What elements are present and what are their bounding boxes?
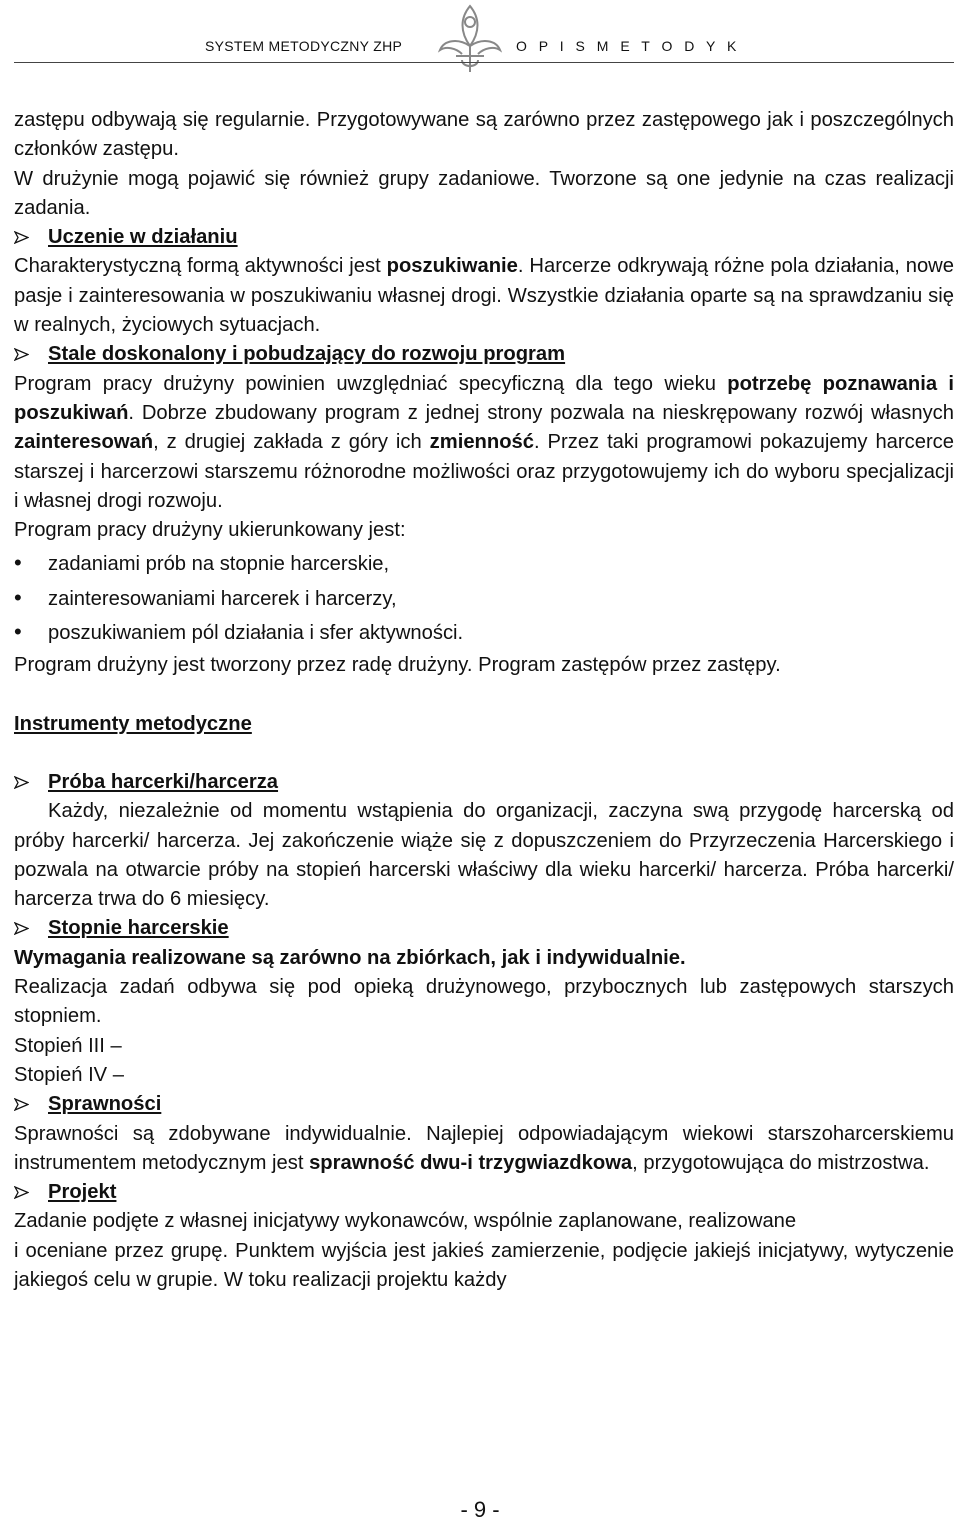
paragraph-program-closing: Program drużyny jest tworzony przez radę drużyny. Program zastępów przez zastępy. [14,654,781,677]
list-item [14,617,954,648]
bold-span: zmienność [429,431,535,454]
header-left-title: SYSTEM METODYCZNY ZHP [205,38,403,54]
stopien-3-line: Stopień III – [14,1034,122,1057]
header-rule [14,62,954,63]
paragraph-intro-2: W drużynie mogą pojawić się również grupy zadaniowe. Tworzone są one jedynie na czas realizacji zadania. [14,167,954,219]
heading-uczenie-label: Uczenie w działaniu [48,226,238,249]
heading-projekt-label: Projekt [48,1181,117,1204]
header-right-title: O P I S M E T O D Y K [516,38,741,54]
arrow-bullet-icon [14,768,48,797]
text-span: Sprawności są zdobywane indywidualnie. Najlepiej odpowiadającym wiekowi starszoharcerskiemu instrumentem metodycznym jest [14,1122,954,1174]
paragraph-uczenie [14,252,954,340]
page-number: - 9 - [460,1497,500,1522]
paragraph-sprawnosci [14,1120,954,1179]
list-item [14,583,954,614]
arrow-bullet-icon [14,914,48,943]
stopien-4-line: Stopień IV – [14,1063,124,1086]
paragraph-program [14,370,954,516]
paragraph-projekt-1: Zadanie podjęte z własnej inicjatywy wykonawców, wspólnie zaplanowane, realizowane [14,1210,797,1233]
list-item-text: poszukiwaniem pól działania i sfer aktywności. [48,622,464,645]
paragraph-projekt-2: i oceniane przez grupę. Punktem wyjścia jest jakieś zamierzenie, podjęcie jakiejś inicjatywy, wytyczenie jakiegoś celu w grupie. W toku realizacji projektu każdy [14,1239,954,1291]
arrow-bullet-icon [14,340,48,369]
heading-proba-label: Próba harcerki/harcerza [48,770,279,793]
list-item-text: zainteresowaniami harcerek i harcerzy, [48,587,397,610]
heading-sprawnosci-label: Sprawności [48,1093,162,1116]
list-item [14,548,954,579]
heading-program [14,340,954,369]
page-header [0,0,960,92]
bold-span: potrzebę poznawania i poszukiwań [14,372,954,424]
text-span: , z drugiej zakłada z góry ich [153,431,430,454]
heading-uczenie [14,223,954,252]
zhp-lily-logo-icon [430,2,510,76]
heading-program-label: Stale doskonalony i pobudzający do rozwoju program [48,343,566,366]
heading-proba [14,768,954,797]
bold-span: poszukiwanie [386,255,518,278]
paragraph-stopnie: Realizacja zadań odbywa się pod opieką drużynowego, przybocznych lub zastępowych starszych stopniem. [14,976,954,1028]
bold-span: zainteresowań [14,431,154,454]
heading-sprawnosci [14,1090,954,1119]
text-span: Program pracy drużyny powinien uwzględniać specyficzną dla tego wieku [14,372,728,395]
paragraph-stopnie-bold: Wymagania realizowane są zarówno na zbiórkach, jak i indywidualnie. [14,946,686,969]
bullet-dot-icon: • [14,619,22,645]
heading-stopnie [14,914,954,943]
text-span: Charakterystyczną formą aktywności jest [14,255,387,278]
paragraph-intro-1: zastępu odbywają się regularnie. Przygotowywane są zarówno przez zastępowego jak i poszczególnych członków zastępu. [14,109,954,161]
bullet-dot-icon: • [14,550,22,576]
heading-projekt [14,1178,954,1207]
text-span: . Przez taki programowi pokazujemy harcerce starszej i harcerzowi starszemu różnorodne możliwości oraz przygotowujemy ich do wyboru specjalizacji i własnej drogi rozwoju. [14,431,954,512]
document-body [14,106,954,1295]
text-span: . Harcerze odkrywają różne pola działania, nowe pasje i zainteresowania w poszukiwaniu własnej drogi. Wszystkie działania oparte są na sprawdzaniu się w realnych, życiowych sytuacjach. [14,255,954,337]
text-span: . Dobrze zbudowany program z jednej strony pozwala na nieskrępowany rozwój własnych [128,401,954,424]
bullet-dot-icon: • [14,584,22,610]
paragraph-proba: Każdy, niezależnie od momentu wstąpienia do organizacji, zaczyna swą przygodę harcerską od próby harcerki/ harcerza. Jej zakończenie wiąże się z dopuszczeniem do Przyrzeczenia Harcerskiego i pozwala na otwarcie próby na stopień harcerski właściwy dla wieku harcerki/ harcerza. Próba harcerki/ harcerza trwa do 6 miesięcy. [14,800,954,911]
section-title-instrumenty: Instrumenty metodyczne [14,712,252,735]
text-span: , przygotowująca do mistrzostwa. [632,1151,930,1174]
bold-span: sprawność dwu-i trzygwiazdkowa [309,1151,633,1174]
arrow-bullet-icon [14,223,48,252]
arrow-bullet-icon [14,1090,48,1119]
list-item-text: zadaniami prób na stopnie harcerskie, [48,553,390,576]
heading-stopnie-label: Stopnie harcerskie [48,917,229,940]
paragraph-list-intro: Program pracy drużyny ukierunkowany jest: [14,519,406,542]
arrow-bullet-icon [14,1178,48,1207]
